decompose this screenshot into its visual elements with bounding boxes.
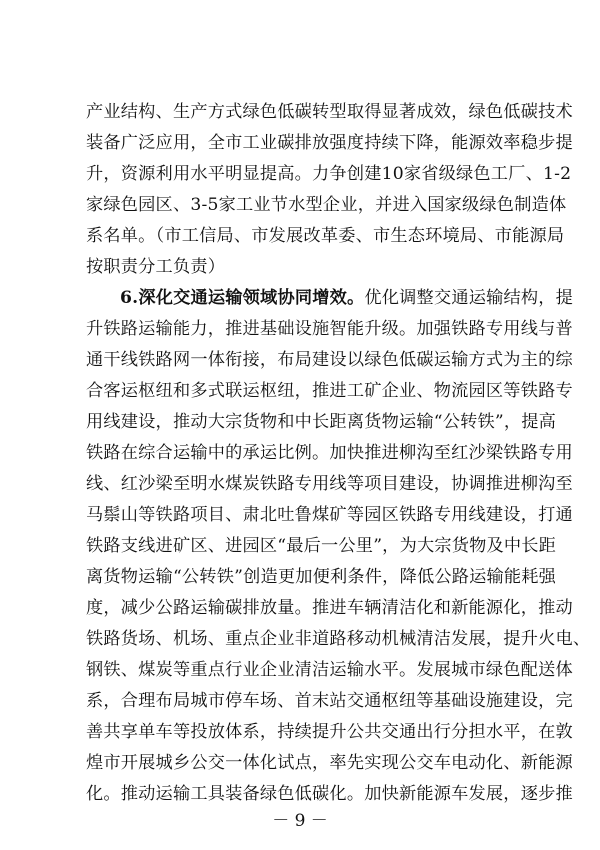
body-text-line: 通干线铁路网一体衔接，布局建设以绿色低碳运输方式为主的综 bbox=[86, 350, 573, 370]
body-text-line: 合客运枢纽和多式联运枢纽，推进工矿企业、物流园区等铁路专 bbox=[86, 381, 573, 401]
body-text-line: 铁路支线进矿区、进园区“最后一公里”，为大宗货物及中长距 bbox=[86, 536, 557, 556]
body-text-line: 用线建设，推动大宗货物和中长距离货物运输“公转铁”，提高 bbox=[86, 412, 557, 432]
body-text-line: 铁路货场、机场、重点企业非道路移动机械清洁发展，提升火电、 bbox=[86, 629, 591, 649]
body-text-span: 优化调整交通运输结构，提 bbox=[364, 288, 574, 308]
body-text-line: 离货物运输“公转铁”创造更加便利条件，降低公路运输能耗强 bbox=[86, 567, 557, 587]
body-text-line: 装备广泛应用，全市工业碳排放强度持续下降，能源效率稳步提 bbox=[86, 133, 573, 153]
body-text-line: 煌市开展城乡公交一体化试点，率先实现公交车电动化、新能源 bbox=[86, 753, 573, 773]
page-number: － 9 － bbox=[272, 811, 328, 831]
body-text-line: 按职责分工负责） bbox=[86, 257, 226, 277]
body-text-line: 马鬃山等铁路项目、肃北吐鲁煤矿等园区铁路专用线建设，打通 bbox=[86, 505, 573, 525]
body-text-line: 升铁路运输能力，推进基础设施智能升级。加强铁路专用线与普 bbox=[86, 319, 573, 339]
body-text-line: 化。推动运输工具装备绿色低碳化。加快新能源车发展，逐步推 bbox=[86, 784, 573, 804]
body-text-line: 善共享单车等投放体系，持续提升公共交通出行分担水平，在敦 bbox=[86, 722, 573, 742]
body-text-line: 系名单。（市工信局、市发展改革委、市生态环境局、市能源局 bbox=[86, 226, 565, 246]
body-text-line: 系，合理布局城市停车场、首末站交通枢纽等基础设施建设，完 bbox=[86, 691, 573, 711]
body-text-line: 产业结构、生产方式绿色低碳转型取得显著成效，绿色低碳技术 bbox=[86, 102, 573, 122]
body-text-line: 钢铁、煤炭等重点行业企业清洁运输水平。发展城市绿色配送体 bbox=[86, 660, 573, 680]
body-text-line: 家绿色园区、3-5家工业节水型企业，并进入国家级绿色制造体 bbox=[86, 195, 567, 215]
body-text-line: 铁路在综合运输中的承运比例。加快推进柳沟至红沙梁铁路专用 bbox=[86, 443, 573, 463]
section-heading-line bbox=[120, 286, 574, 310]
section-heading: 6.深化交通运输领域协同增效。 bbox=[120, 288, 365, 308]
body-text-line: 度，减少公路运输碳排放量。推进车辆清洁化和新能源化，推动 bbox=[86, 598, 573, 618]
body-text-line: 线、红沙梁至明水煤炭铁路专用线等项目建设，协调推进柳沟至 bbox=[86, 474, 573, 494]
body-text-line: 升，资源利用水平明显提高。力争创建10家省级绿色工厂、1-2 bbox=[86, 164, 572, 184]
